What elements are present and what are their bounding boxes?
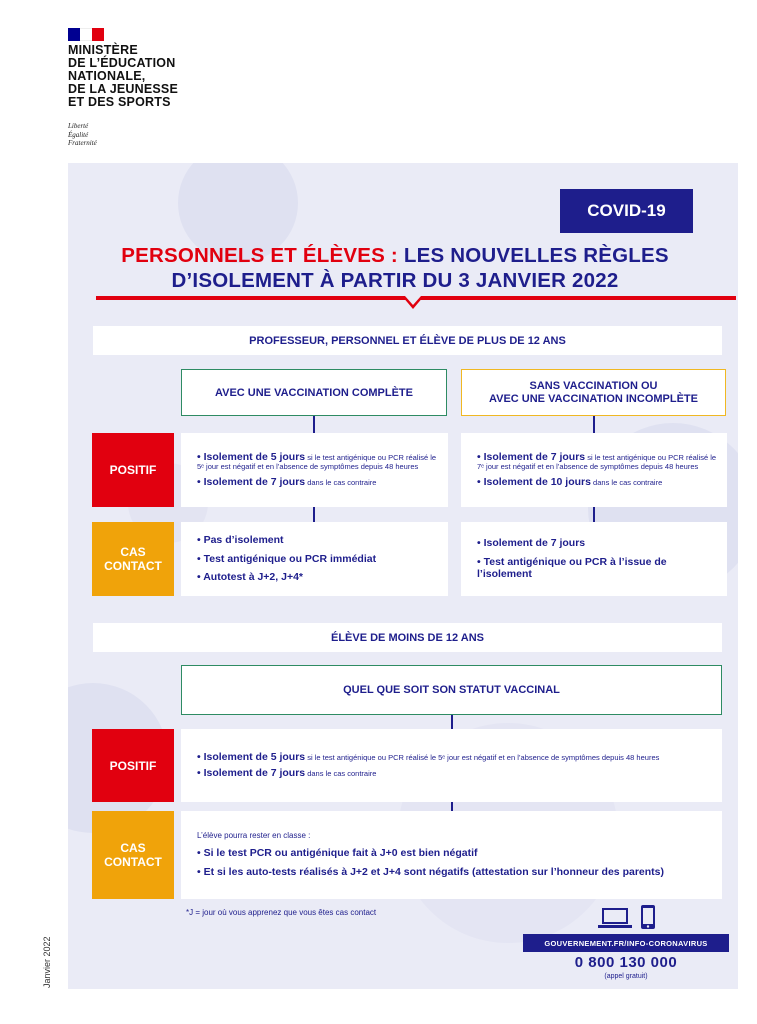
covid-badge: COVID-19 <box>560 189 693 233</box>
ministry-name: MINISTÈRE DE L’ÉDUCATION NATIONALE, DE LA JEUNESSE ET DES SPORTS <box>68 43 179 109</box>
section2-band: ÉLÈVE DE MOINS DE 12 ANS <box>93 623 722 652</box>
list-item: • Isolement de 7 jours dans le cas contraire <box>197 475 377 488</box>
list-item: • Et si les auto-tests réalisés à J+2 et J+4 sont négatifs (attestation sur l’honneur des parents) <box>197 865 664 878</box>
phone-number[interactable]: 0 800 130 000 <box>574 954 678 971</box>
positive-under12-cell <box>181 729 722 802</box>
connector-line <box>593 507 595 523</box>
section1-band: PROFESSEUR, PERSONNEL ET ÉLÈVE DE PLUS DE 12 ANS <box>93 326 722 355</box>
list-item: • Isolement de 7 jours si le test antigénique ou PCR réalisé le 7ᵉ jour est négatif et en l’absence de symptômes depuis 48 heures <box>477 450 717 472</box>
phone-icon <box>640 904 656 930</box>
title-red-part: PERSONNELS ET ÉLÈVES : <box>121 244 398 267</box>
list-item: • Isolement de 10 jours dans le cas contraire <box>477 475 663 488</box>
list-item: • Isolement de 7 jours dans le cas contraire <box>197 766 377 779</box>
connector-line <box>593 416 595 434</box>
list-item: • Test antigénique ou PCR à l’issue de l’isolement <box>477 555 667 581</box>
contact-label-under12: CAS CONTACT <box>92 811 174 899</box>
positive-label: POSITIF <box>92 433 174 507</box>
list-item: • Isolement de 7 jours <box>477 537 586 550</box>
positive-label-under12: POSITIF <box>92 729 174 802</box>
footnote: *J = jour où vous apprenez que vous êtes cas contact <box>186 908 377 917</box>
contact-label: CAS CONTACT <box>92 522 174 596</box>
header-unvaccinated <box>461 369 726 416</box>
list-item: • Si le test PCR ou antigénique fait à J+0 est bien négatif <box>197 847 478 859</box>
contact-unvaccinated-cell <box>461 522 727 596</box>
chevron-inner <box>405 296 421 305</box>
list-item: • Isolement de 5 jours si le test antigénique ou PCR réalisé le 5ᵉ jour est négatif et en l’absence de symptômes depuis 48 heures <box>197 450 437 472</box>
title-blue-part: LES NOUVELLES RÈGLES <box>403 244 669 267</box>
contact-under12-cell <box>181 811 722 899</box>
contact-vaccinated-cell <box>181 522 448 596</box>
connector-line <box>451 715 453 730</box>
positive-vaccinated-cell <box>181 433 448 507</box>
french-flag-logo <box>68 28 104 41</box>
list-item: • Test antigénique ou PCR immédiat <box>197 552 377 565</box>
header-any-status: QUEL QUE SOIT SON STATUT VACCINAL <box>181 665 722 715</box>
page-title <box>90 243 700 293</box>
list-item: • Isolement de 5 jours si le test antigénique ou PCR réalisé le 5ᵉ jour est négatif et en l’absence de symptômes depuis 48 heures <box>197 750 660 763</box>
positive-unvaccinated-cell <box>461 433 727 507</box>
ministry-motto: Liberté Égalité Fraternité <box>68 122 97 147</box>
list-item: • Autotest à J+2, J+4* <box>197 571 303 584</box>
header-vaccinated: AVEC UNE VACCINATION COMPLÈTE <box>181 369 447 416</box>
header-unvaccinated-line1: SANS VACCINATION OU <box>529 379 658 392</box>
laptop-icon <box>598 906 632 930</box>
website-link[interactable]: GOUVERNEMENT.FR/INFO-CORONAVIRUS <box>523 934 729 952</box>
connector-line <box>313 507 315 523</box>
title-line-2: D’ISOLEMENT À PARTIR DU 3 JANVIER 2022 <box>171 269 619 292</box>
contact-intro: L’élève pourra rester en classe : <box>197 831 311 840</box>
side-date: Janvier 2022 <box>42 936 52 988</box>
connector-line <box>313 416 315 434</box>
header-unvaccinated-line2: AVEC UNE VACCINATION INCOMPLÈTE <box>488 392 698 405</box>
phone-note: (appel gratuit) <box>604 973 648 980</box>
list-item: • Pas d’isolement <box>197 534 284 547</box>
